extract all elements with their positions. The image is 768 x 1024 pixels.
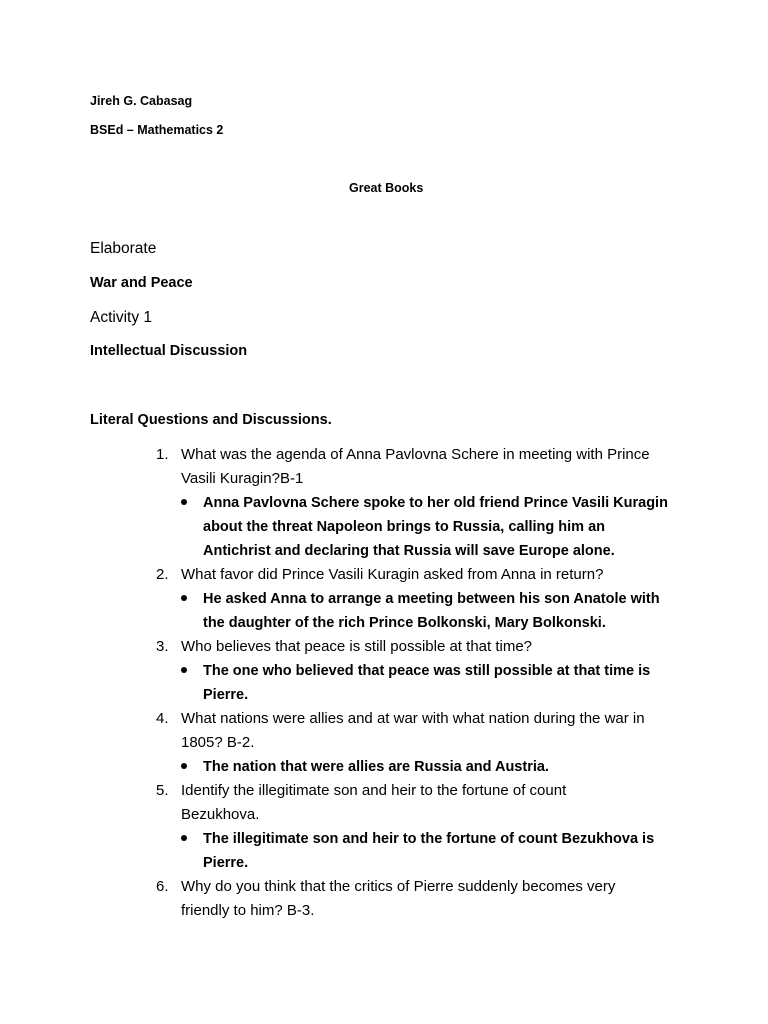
question-text: What favor did Prince Vasili Kuragin asked from Anna in return? — [181, 566, 604, 583]
question-item — [156, 443, 696, 491]
book-title: War and Peace — [90, 275, 193, 291]
answer-item — [156, 491, 696, 563]
answer-item — [156, 659, 696, 707]
answer-item — [156, 587, 696, 635]
question-item — [156, 779, 696, 827]
bullet-icon — [181, 659, 187, 683]
question-number: 2. — [156, 566, 169, 583]
answer-item — [156, 755, 696, 779]
question-item — [156, 875, 696, 923]
question-text: Who believes that peace is still possible at that time? — [181, 638, 533, 655]
question-number: 1. — [156, 446, 169, 463]
bullet-icon — [181, 491, 187, 515]
answer-item — [156, 827, 696, 875]
question-text: What nations were allies and at war with what nation during the war in 1805? B-2. — [181, 710, 645, 751]
question-text: What was the agenda of Anna Pavlovna Schere in meeting with Prince Vasili Kuragin?B-1 — [181, 446, 650, 487]
question-list — [156, 443, 696, 923]
course-label: BSEd – Mathematics 2 — [90, 123, 224, 137]
section-heading: Elaborate — [90, 240, 157, 257]
questions-title: Literal Questions and Discussions. — [90, 412, 332, 428]
question-number: 6. — [156, 878, 169, 895]
activity-label: Activity 1 — [90, 309, 153, 326]
bullet-icon — [181, 827, 187, 851]
bullet-icon — [181, 755, 187, 779]
question-text: Why do you think that the critics of Pierre suddenly becomes very friendly to him? B-3. — [181, 878, 616, 919]
answer-text: The nation that were allies are Russia and Austria. — [203, 759, 549, 775]
question-number: 3. — [156, 638, 169, 655]
question-item — [156, 563, 696, 587]
answer-text: The one who believed that peace was still possible at that time is Pierre. — [203, 663, 651, 703]
activity-title: Intellectual Discussion — [90, 343, 248, 359]
subject-title: Great Books — [349, 181, 424, 195]
bullet-icon — [181, 587, 187, 611]
question-item — [156, 635, 696, 659]
answer-text: The illegitimate son and heir to the fortune of count Bezukhova is Pierre. — [203, 831, 655, 871]
answer-text: Anna Pavlovna Schere spoke to her old friend Prince Vasili Kuragin about the threat Napoleon brings to Russia, calling him an Antichrist and declaring that Russia will save Europe alone. — [203, 495, 668, 559]
answer-text: He asked Anna to arrange a meeting between his son Anatole with the daughter of the rich Prince Bolkonski, Mary Bolkonski. — [203, 591, 660, 631]
question-item — [156, 707, 696, 755]
question-number: 4. — [156, 710, 169, 727]
question-number: 5. — [156, 782, 169, 799]
author-name: Jireh G. Cabasag — [90, 94, 193, 108]
question-text: Identify the illegitimate son and heir to the fortune of count Bezukhova. — [181, 782, 567, 823]
